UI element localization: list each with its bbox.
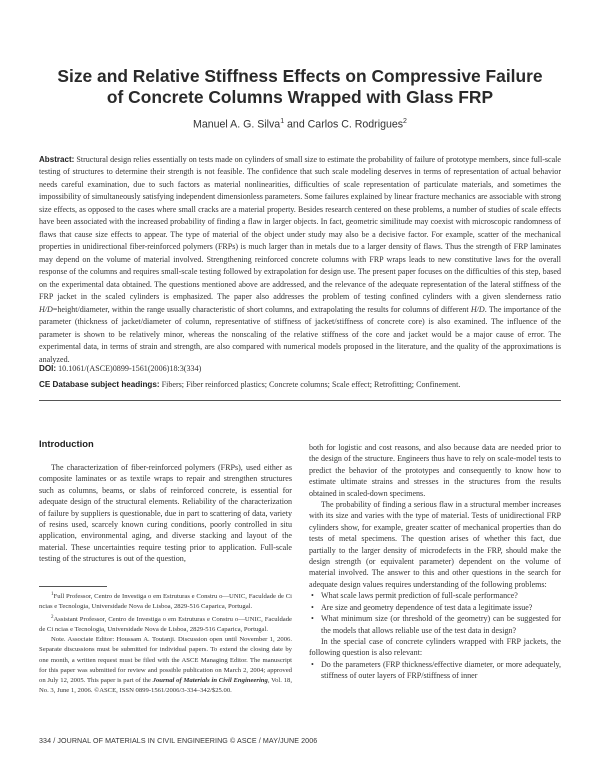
question-list xyxy=(309,659,561,682)
abstract-label: Abstract: xyxy=(39,155,75,164)
paper-title xyxy=(40,66,560,108)
abstract-hd-2: H/D xyxy=(470,304,485,314)
author-conjunction: and xyxy=(284,118,308,131)
doi-line xyxy=(39,364,561,373)
footnote-divider xyxy=(39,586,107,587)
subject-headings xyxy=(39,380,561,389)
right-paragraph-1: both for logistic and cost reasons, and also because data are needed prior to the design of the structure. Engineers thus have to rely on scale-model tests to predict the behavior of the prototypes and consequently to know how to estimate ultimate strains and stresses in the structures from the results obtained in scaled-down specimens. xyxy=(309,443,561,498)
footnote-1 xyxy=(39,590,292,613)
footnote-1-text: Full Professor, Centro de Investiga o em Estruturas e Constru o—UNIC, Faculdade de Ci ncias e Tecnologia, Universidade Nova de Lisboa, 2829-516 Caparica, Portugal. xyxy=(39,593,292,611)
subject-headings-value: Fibers; Fiber reinforced plastics; Concrete columns; Scale effect; Retrofitting; Confinement. xyxy=(159,380,461,389)
doi-value[interactable]: 10.1061/(ASCE)0899-1561(2006)18:3(334) xyxy=(56,364,202,373)
author-2: Carlos C. Rodrigues xyxy=(307,118,404,131)
editorial-note-journal: Journal of Materials in Civil Engineering xyxy=(152,677,268,685)
list-item: • Do the parameters (FRP thickness/effective diameter, or more adequately, stiffness of outer layers of FRP/stiffness of inner xyxy=(309,659,561,682)
author-list xyxy=(40,118,560,131)
footnote-2-text: Assistant Professor, Centro de Investiga o em Estruturas e Constru o—UNIC, Faculdade de Ci ncias e Tecnologia, Universidade Nova de Lisboa, 2829-516 Caparica, Portugal. xyxy=(39,615,292,634)
abstract-text-2: =height/diameter, within the range usually characteristic of short columns, and extrapolating the results for columns of different xyxy=(52,304,471,314)
section-heading-introduction: Introduction xyxy=(39,438,94,449)
abstract-text-1: Structural design relies essentially on tests made on cylinders of small size to estimate the probability of failure of prototype members, since full-scale testing of structures to determine their strength is not feasible. The confidence that such scale modeling deserves in terms of representation of actual behavior needs careful examination, due to such factors as material nonlinearities, difficulties of scale representation of particulate materials, and sometimes the impossibility of simultaneously satisfying independent dimensionless parameters. Some failures explained by linear fracture mechanics are associable with strong size effects, as opposed to the cases where small cracks are a material property. Besides research centered on these problems, a number of studies of scale effects have been associated with the increased probability of finding a flaw in larger objects. In fact, geometric similitude may coexist with microscopic randomness of flaws that cause size effects to appear. The type of material of the object under study may also be a decisive factor. For example, scatter of the mechanical properties in unidirectional fiber-reinforced polymers (FRPs) is much larger than in metals due to a larger density of flaws. Thus the strength of FRP laminates may depend on the volume of material involved. Strengthening reinforced concrete columns with FRP wraps leads to new constitutive laws for the overall response of the columns and requires small-scale testing followed by extrapolation for design use. The present paper focuses on the difficulties of this step, based on the experimental data obtained. The questions mentioned above are addressed, and the relevance of the adequate representation of the lateral stiffness of the FRP jacket in the scaled cylinders is emphasized. The paper also addresses the problem of testing confined cylinders with a given slenderness ratio xyxy=(39,155,561,302)
abstract-hd-1: H/D xyxy=(39,304,53,314)
footnotes xyxy=(39,590,292,696)
author-2-affiliation-mark: 2 xyxy=(403,118,407,125)
list-item: • Are size and geometry dependence of test data a legitimate issue? xyxy=(309,602,561,613)
intro-paragraph: The characterization of fiber-reinforced polymers (FRPs), used either as composite laminates or as textile wraps to repair and strengthen structures such as columns, beams, or slabs of reinforced concrete, is essential for adequate design of the structural elements. Reliability of the characterization of failure by suppliers is questionable, due in part to scattering of data, variety of resins used, scarcely known curing conditions, poorly controlled in situ application, environmental aging, and diverse stacking and layout of the material. These uncertainties require testing prior to application. Full-scale testing of the structures is out of the question, xyxy=(39,463,292,564)
left-column xyxy=(39,462,292,565)
problem-list xyxy=(309,590,561,636)
header-divider xyxy=(39,400,561,401)
title-line-1: Size and Relative Stiffness Effects on Compressive Failure xyxy=(57,66,543,86)
list-item: • What minimum size (or threshold of the geometry) can be suggested for the models that allows reliable use of the test data in design? xyxy=(309,613,561,636)
page-footer: 334 / JOURNAL OF MATERIALS IN CIVIL ENGINEERING © ASCE / MAY/JUNE 2006 xyxy=(39,737,318,745)
right-paragraph-2: The probability of finding a serious flaw in a structural member increases with its size and varies with the type of material. Tests of unidirectional FRP cylinders show, for example, greater scatter of mechanical properties than do tests of metal specimens. The question arises of whether this fact, due partially to the larger density of microdefects in the FRP, should make the design strength (or equivalent parameter) dependent on the volume of material involved. The answer to this and other questions in the search for adequate design values requires understanding of the following problems: xyxy=(309,500,561,589)
abstract xyxy=(39,154,561,366)
subject-headings-label: CE Database subject headings: xyxy=(39,380,160,389)
list-item: • What scale laws permit prediction of full-scale performance? xyxy=(309,590,561,601)
right-column xyxy=(309,442,561,682)
title-line-2: of Concrete Columns Wrapped with Glass FRP xyxy=(106,87,494,107)
footnote-1-mark: 1 xyxy=(51,592,54,597)
editorial-note xyxy=(39,635,292,696)
right-paragraph-3: In the special case of concrete cylinders wrapped with FRP jackets, the following question is also relevant: xyxy=(309,636,561,658)
footnote-2 xyxy=(39,613,292,636)
doi-label: DOI: xyxy=(39,364,57,373)
editorial-note-text-1: Note. Associate Editor: Houssam A. Toutanji. Discussion open until November 1, 2006. Separate discussions must be submitted for individual papers. To extend the closing date by one month, a written request must be filed with the ASCE Managing Editor. The manuscript for this paper was submitted for review and possible publication on March 2, 2004; approved on July 12, 2005. This paper is part of the xyxy=(39,636,292,685)
editorial-note-text-2: , Vol. 18, No. 3, June 1, 2006. ©ASCE, ISSN 0899-1561/2006/3-334–342/$25.00. xyxy=(39,677,292,695)
footnote-2-mark: 2 xyxy=(51,614,54,620)
author-1-affiliation-mark: 1 xyxy=(280,118,285,125)
author-1: Manuel A. G. Silva xyxy=(193,118,281,131)
abstract-text-3: . The importance of the parameter (thickness of jacket/diameter of column, representative of stiffness of jacket/stiffness of concrete core) is also examined. The influence of the parameter is shown to be relatively minor, whereas the nonscaling of the relative stiffness of the core and jacket would be a major cause of error. The experimental data, in terms of strain and strength, are also compared with numerical models proposed in the literature, and the quality of the approximations is analyzed. xyxy=(39,304,561,364)
